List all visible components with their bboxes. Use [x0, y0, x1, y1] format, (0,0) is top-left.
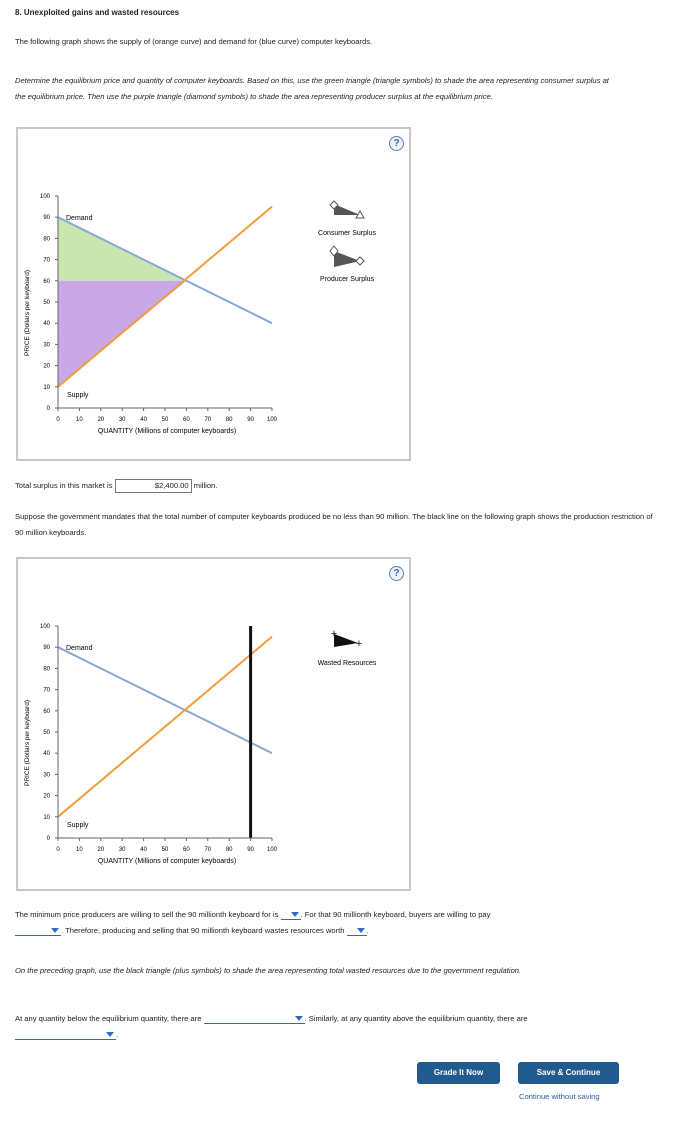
y-tick-label: 30: [43, 342, 50, 349]
above-equilibrium-dropdown[interactable]: [15, 1030, 119, 1040]
y-tick-label: 60: [43, 708, 50, 715]
grade-it-now-button[interactable]: Grade It Now: [417, 1062, 500, 1084]
wasted-resources-tool-label: Wasted Resources: [317, 660, 377, 667]
y-tick-label: 20: [43, 363, 50, 370]
q1-text-end: .: [366, 926, 369, 935]
save-continue-button[interactable]: Save & Continue: [518, 1062, 619, 1084]
question-2: [15, 1011, 665, 1043]
x-tick-label: 10: [76, 417, 83, 423]
q2-text-b: . Similarly, at any quantity above the equilibrium quantity, there are: [304, 1014, 528, 1023]
x-tick-label: 100: [266, 847, 278, 853]
x-tick-label: 0: [56, 847, 60, 853]
demand-label: Demand: [66, 645, 93, 652]
y-tick-label: 20: [43, 793, 50, 800]
graph1-chart[interactable]: [18, 129, 409, 459]
y-tick-label: 80: [43, 236, 50, 243]
x-tick-label: 30: [118, 847, 126, 853]
x-tick-label: 40: [140, 847, 147, 853]
instructions-text: Determine the equilibrium price and quantity of computer keyboards. Based on this, use the green triangle (triangle symbols) to shade the area representing consumer surplus at the equilibrium price. Then use the purple triangle (diamond symbols) to shade the area representing producer surplus at the equilibrium price.: [15, 76, 609, 101]
x-tick-label: 50: [161, 847, 169, 853]
y-tick-label: 30: [43, 772, 50, 779]
graph2-panel: [16, 557, 411, 891]
y-tick-label: 70: [43, 687, 50, 694]
wasted-value-dropdown[interactable]: [347, 926, 367, 936]
x-tick-label: 30: [118, 417, 126, 423]
y-tick-label: 0: [46, 406, 50, 412]
x-tick-label: 20: [97, 847, 105, 853]
total-surplus-row: [15, 478, 217, 494]
below-equilibrium-dropdown[interactable]: [204, 1014, 305, 1024]
y-tick-label: 60: [43, 278, 50, 285]
y-tick-label: 10: [43, 384, 50, 391]
intro-text: The following graph shows the supply of (orange curve) and demand for (blue curve) computer keyboards.: [15, 37, 373, 46]
y-tick-label: 70: [43, 257, 50, 264]
x-axis-label: QUANTITY (Millions of computer keyboards): [97, 858, 237, 865]
mandate-text: Suppose the government mandates that the total number of computer keyboards produced be no less than 90 million. The black line on the following graph shows the production restriction of 90 million keyboards.: [15, 512, 653, 537]
q2-text-end: .: [116, 1030, 119, 1039]
tool-marker-icon: [356, 257, 364, 265]
chevron-down-icon: [291, 912, 299, 917]
y-tick-label: 40: [43, 321, 50, 328]
x-tick-label: 100: [266, 417, 278, 423]
y-tick-label: 100: [39, 624, 50, 630]
continue-without-saving-link[interactable]: Continue without saving: [519, 1092, 600, 1101]
x-tick-label: 90: [247, 847, 254, 853]
demand-label: Demand: [66, 215, 93, 222]
y-tick-label: 10: [43, 814, 50, 821]
x-tick-label: 60: [183, 417, 190, 423]
buyers-pay-dropdown[interactable]: [15, 926, 61, 936]
y-tick-label: 50: [43, 730, 50, 736]
y-axis-label: PRICE (Dollars per keyboard): [24, 700, 31, 786]
question-title: 8. Unexploited gains and wasted resources: [15, 8, 180, 17]
x-tick-label: 80: [225, 847, 233, 853]
y-tick-label: 50: [43, 300, 50, 306]
y-axis-label: PRICE (Dollars per keyboard): [24, 270, 31, 356]
x-axis-label: QUANTITY (Millions of computer keyboards): [97, 428, 237, 435]
q1-text-a: The minimum price producers are willing to sell the 90 millionth keyboard for is: [15, 910, 279, 919]
x-tick-label: 50: [161, 417, 169, 423]
x-tick-label: 70: [204, 847, 212, 853]
y-tick-label: 100: [39, 194, 50, 200]
x-tick-label: 10: [76, 847, 83, 853]
consumer-surplus-tool-label: Consumer Surplus: [318, 230, 376, 237]
help-icon[interactable]: ?: [389, 566, 404, 581]
wasted-resources-tool[interactable]: [318, 628, 377, 667]
producer-surplus-tool-label: Producer Surplus: [319, 276, 375, 283]
x-tick-label: 20: [97, 417, 105, 423]
x-tick-label: 60: [183, 847, 190, 853]
producer-surplus-tool[interactable]: [320, 246, 375, 283]
graph2-chart[interactable]: [18, 559, 409, 889]
total-surplus-unit: million.: [193, 481, 218, 490]
wasted-resources-triangle-icon: [334, 634, 358, 647]
plus-marker-icon: +: [330, 628, 338, 640]
supply-label: Supply: [67, 392, 89, 399]
x-tick-label: 0: [56, 417, 60, 423]
y-tick-label: 40: [43, 751, 50, 758]
graph1-panel: [16, 127, 411, 461]
question-1: [15, 907, 655, 939]
total-surplus-label: Total surplus in this market is: [15, 481, 113, 490]
producer-surplus-triangle-icon: [334, 251, 360, 267]
consumer-surplus-tool[interactable]: [318, 201, 376, 237]
x-tick-label: 40: [140, 417, 147, 423]
x-tick-label: 90: [247, 417, 254, 423]
chevron-down-icon: [106, 1032, 114, 1037]
q2-text-a: At any quantity below the equilibrium quantity, there are: [15, 1014, 202, 1023]
total-surplus-input[interactable]: $2,400.00: [115, 479, 192, 493]
x-tick-label: 70: [204, 417, 212, 423]
chevron-down-icon: [357, 928, 365, 933]
chevron-down-icon: [51, 928, 59, 933]
shade-instructions: On the preceding graph, use the black triangle (plus symbols) to shade the area representing total wasted resources due to the government regulation.: [15, 966, 522, 975]
y-tick-label: 80: [43, 666, 50, 673]
plus-marker-icon: +: [355, 638, 363, 650]
help-icon[interactable]: ?: [389, 136, 404, 151]
y-tick-label: 0: [46, 836, 50, 842]
q1-text-c: . Therefore, producing and selling that 90 millionth keyboard wastes resources worth: [61, 926, 345, 935]
min-price-dropdown[interactable]: [281, 910, 301, 920]
y-tick-label: 90: [43, 215, 50, 222]
chevron-down-icon: [295, 1016, 303, 1021]
x-tick-label: 80: [225, 417, 233, 423]
y-tick-label: 90: [43, 645, 50, 652]
q1-text-b: . For that 90 millionth keyboard, buyers are willing to pay: [300, 910, 491, 919]
supply-label: Supply: [67, 822, 89, 829]
